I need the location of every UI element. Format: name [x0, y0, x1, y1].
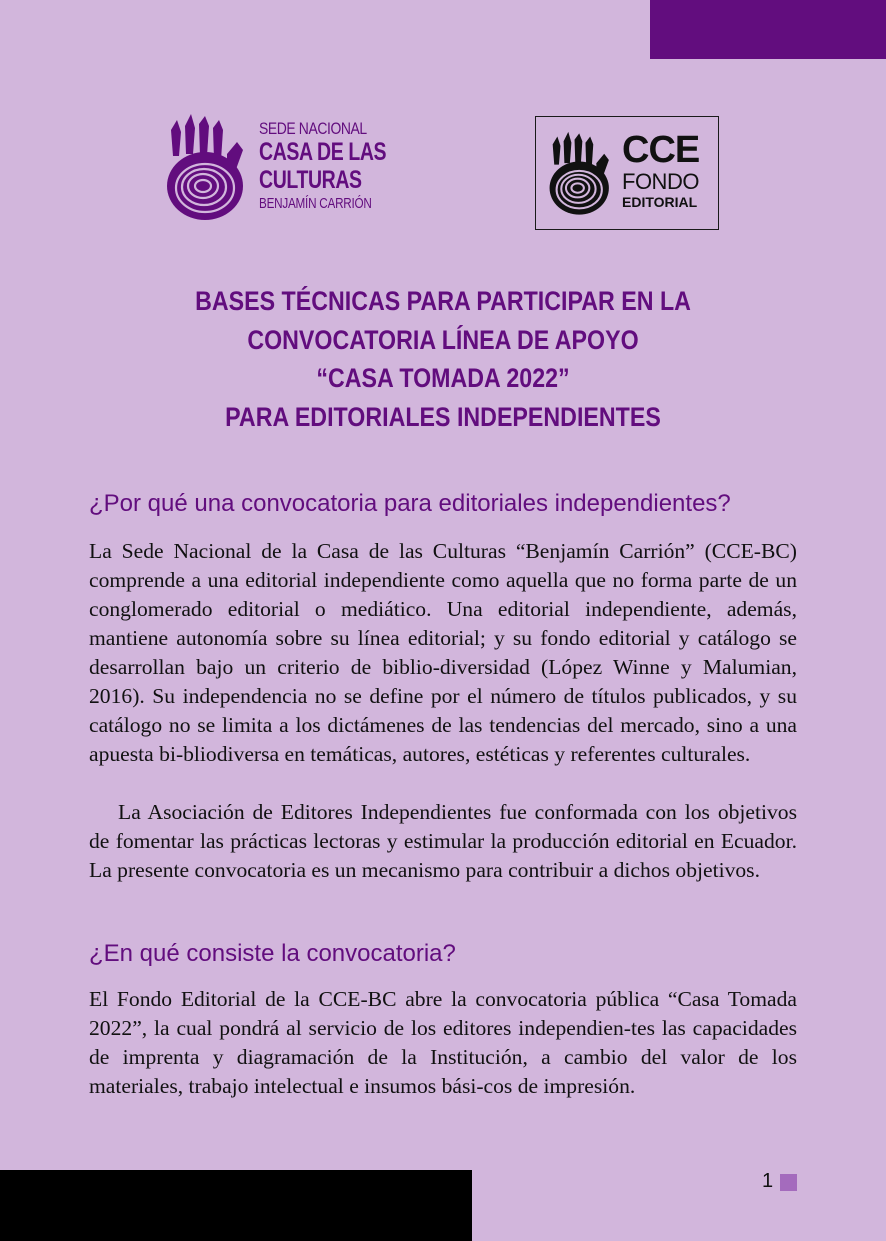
hand-logo-icon — [548, 129, 612, 219]
logo-line-casa-de-las: CASA DE LAS — [259, 138, 387, 166]
document-title — [60, 282, 826, 436]
title-line-1: BASES TÉCNICAS PARA PARTICIPAR EN LA — [195, 286, 691, 316]
paragraph-definition: La Sede Nacional de la Casa de las Culturas “Benjamín Carrión” (CCE-BC) comprende a una editorial independiente como aquella que no forma parte de un conglomerado editorial o mediático. Una editorial independiente, además, mantiene autonomía sobre su línea editorial; y su fondo editorial y catálogo se desarrollan bajo un criterio de biblio-diversidad (López Winne y Malumian, 2016). Su independencia no se define por el número de títulos publicados, y su catálogo no se limita a los dictámenes de las tendencias del mercado, sino a una apuesta bi-bliodiversa en temáticas, autores, estéticas y referentes culturales. — [89, 539, 797, 766]
section-heading-why: ¿Por qué una convocatoria para editoriales independientes? — [89, 490, 731, 517]
logo-line-culturas: CULTURAS — [259, 166, 362, 194]
logo-fondo-text: FONDO — [622, 169, 699, 194]
bottom-black-bar — [0, 1170, 472, 1241]
title-line-3: “CASA TOMADA 2022” — [316, 363, 570, 393]
cce-fondo-editorial-logo — [535, 116, 719, 230]
logo-editorial-text: EDITORIAL — [622, 194, 698, 210]
logo-cce-text: CCE — [622, 129, 700, 171]
hand-logo-icon — [165, 112, 247, 224]
title-line-2: CONVOCATORIA LÍNEA DE APOYO — [247, 324, 639, 355]
paragraph-convocatoria: El Fondo Editorial de la CCE-BC abre la convocatoria pública “Casa Tomada 2022”, la cual pondrá al servicio de los editores independien-tes las capacidades de imprenta y diagramación de la Institución, a cambio del valor de los materiales, trabajo intelectual e insumos bási-cos de impresión. — [89, 987, 797, 1098]
logo-line-benjamin-carrion: BENJAMÍN CARRIÓN — [259, 195, 372, 212]
page-number-square-icon — [780, 1174, 797, 1191]
page-number: 1 — [762, 1170, 774, 1192]
casa-de-las-culturas-logo — [165, 112, 385, 228]
section-heading-what: ¿En qué consiste la convocatoria? — [89, 940, 456, 967]
title-line-4: PARA EDITORIALES INDEPENDIENTES — [225, 401, 661, 432]
paragraph-association: La Asociación de Editores Independientes fue conformada con los objetivos de fomentar las prácticas lectoras y estimular la producción editorial en Ecuador. La presente convocatoria es un mecanismo para contribuir a dichos objetivos. — [89, 800, 797, 882]
top-accent-bar — [650, 0, 886, 59]
logo-line-sede-nacional: SEDE NACIONAL — [259, 119, 367, 138]
